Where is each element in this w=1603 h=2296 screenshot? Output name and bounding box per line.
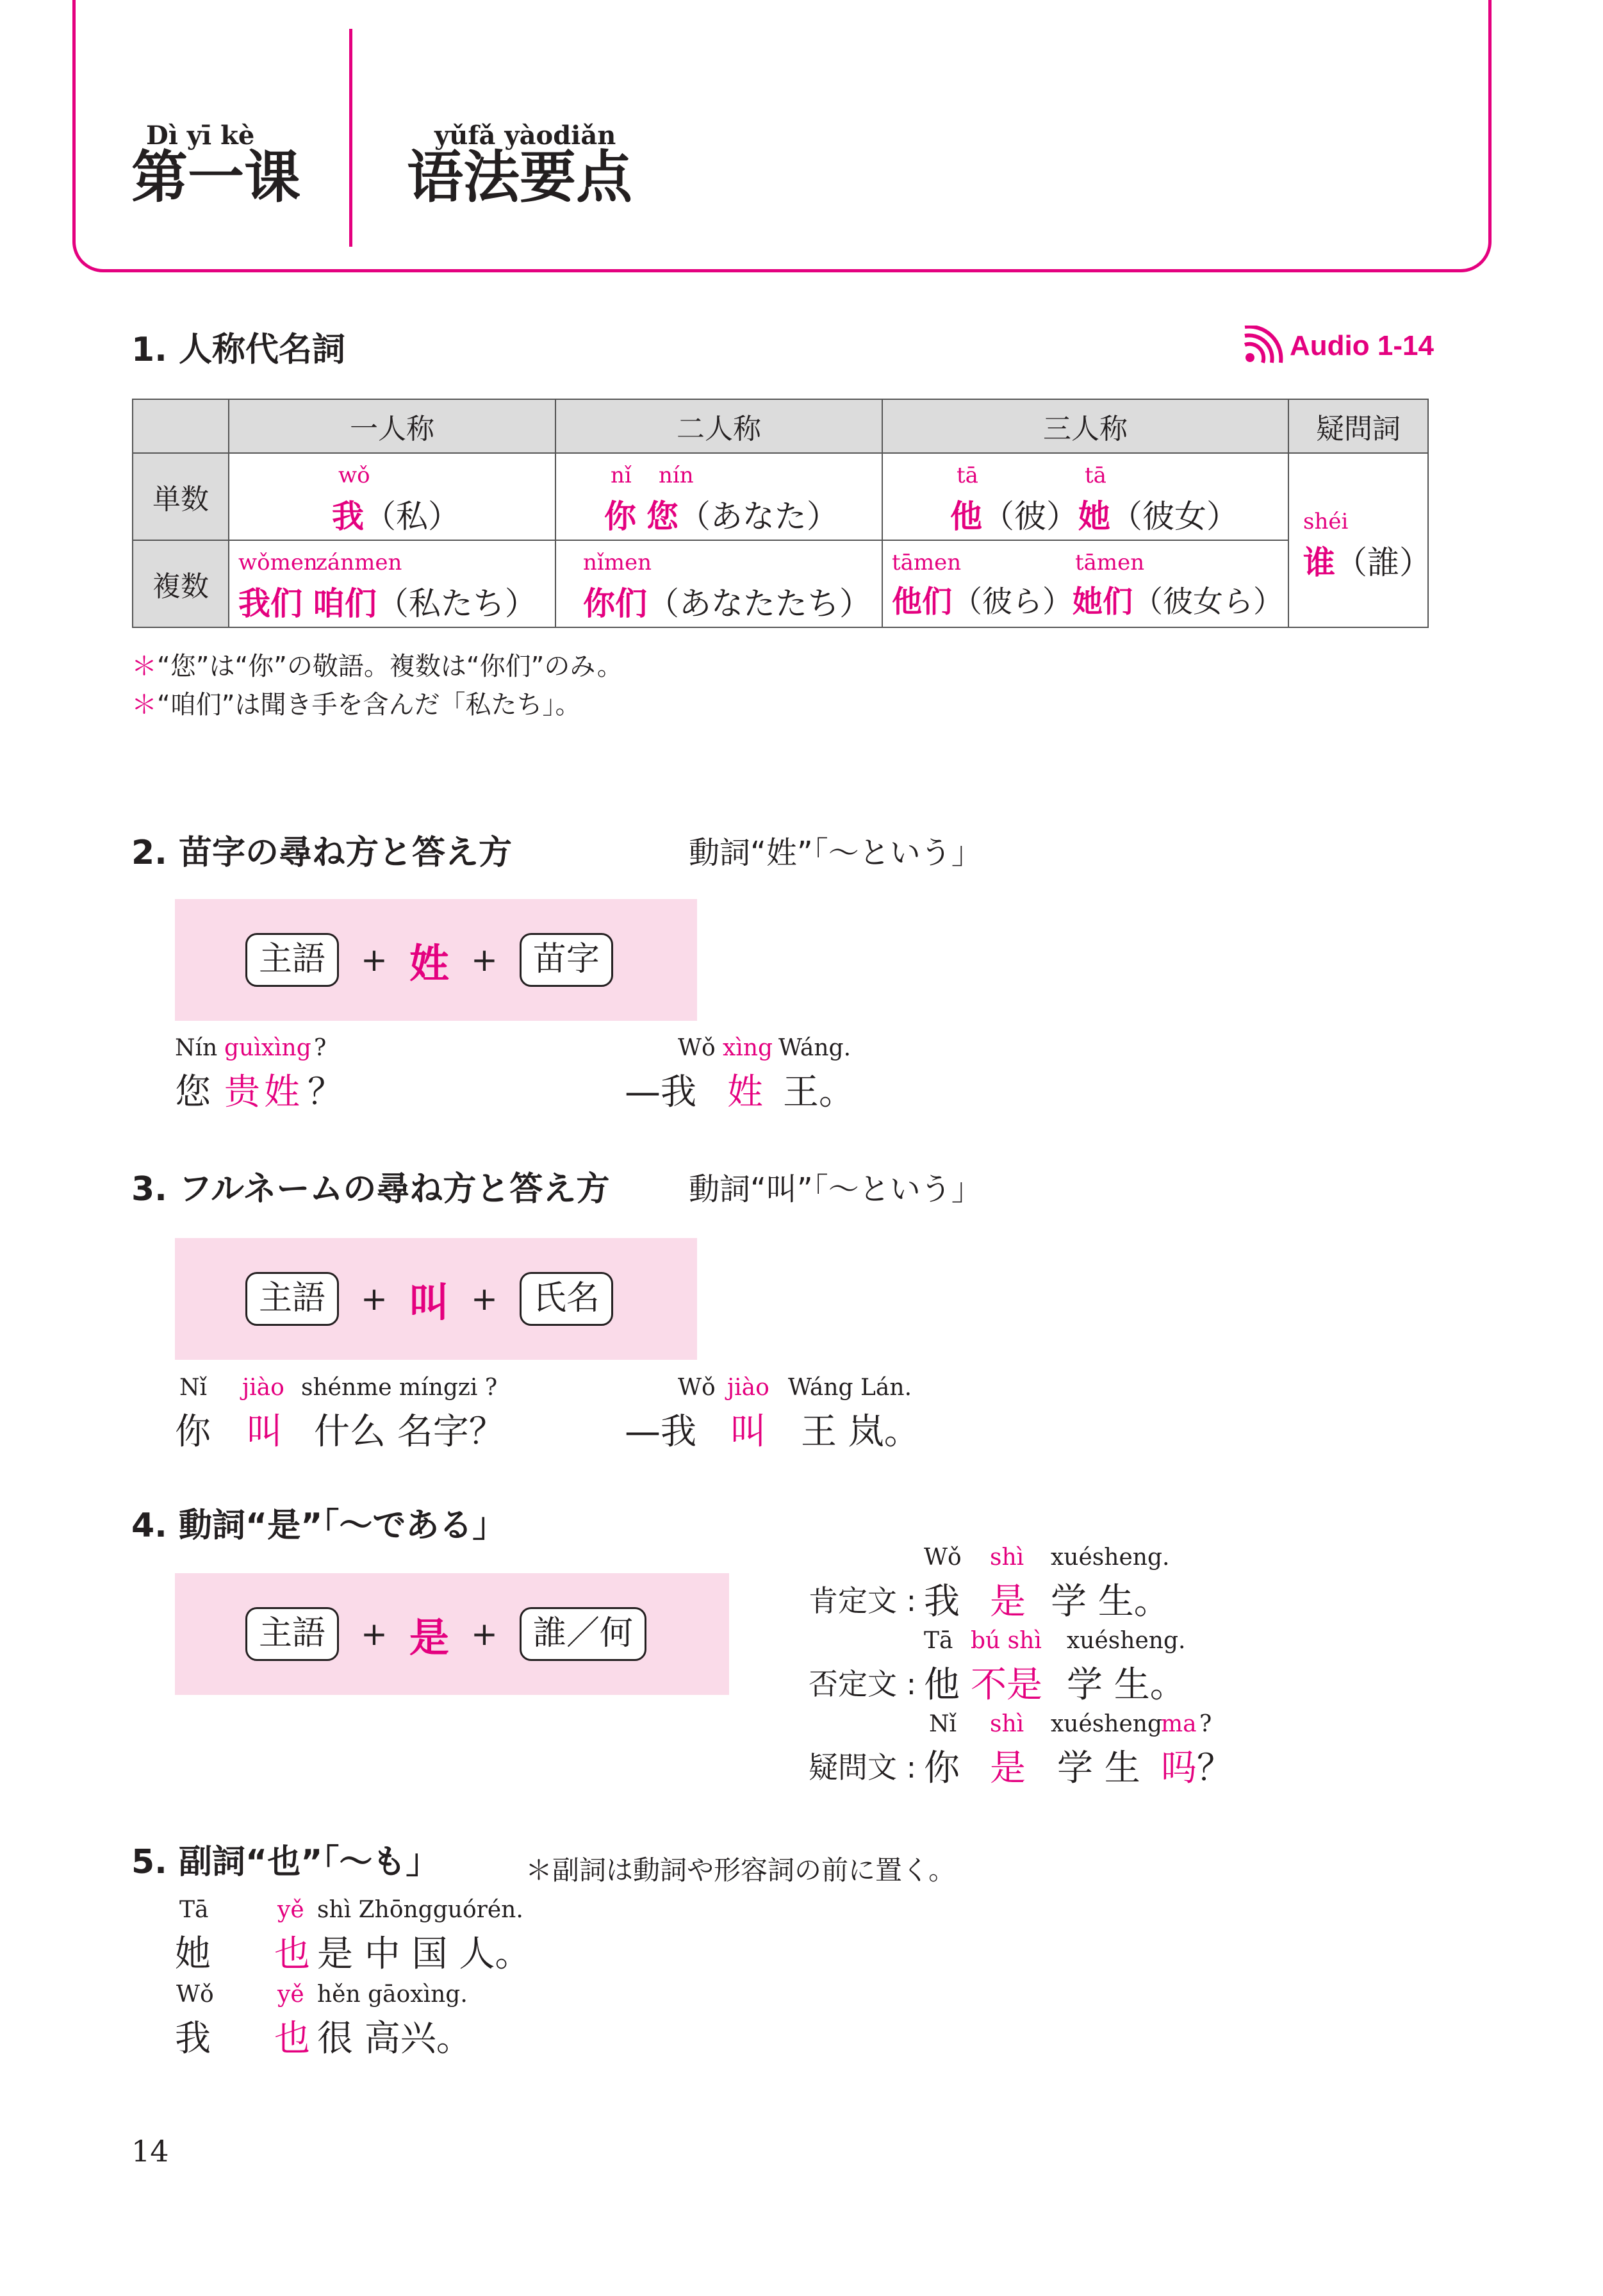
example-hanzi: 贵姓: [224, 1071, 304, 1113]
header-frame: [72, 0, 1492, 272]
plus-sign: +: [361, 1280, 388, 1317]
subject-chip: 主語: [245, 1272, 339, 1325]
note-2: [131, 684, 580, 721]
gloss: （誰）: [1335, 544, 1431, 581]
table-header-cell: 二人称: [555, 399, 882, 453]
hanzi: 他: [950, 498, 982, 535]
pinyin: nǐmen: [583, 550, 652, 575]
section-number: 4.: [131, 1507, 167, 1545]
example-pinyin: Wǒ: [678, 1375, 716, 1401]
section-number: 1.: [131, 331, 167, 369]
example-pinyin: shì Zhōngguórén.: [317, 1897, 523, 1923]
hanzi: 她们: [1073, 584, 1133, 620]
section-4-title: [131, 1507, 506, 1545]
example-pinyin: jiào: [727, 1375, 769, 1401]
interrogative-cell: [1288, 453, 1431, 627]
row-label: 複数: [133, 540, 229, 627]
example-hanzi: 不是: [971, 1664, 1042, 1706]
hanzi: 谁: [1303, 544, 1335, 581]
lesson-title: 第一课: [131, 144, 301, 210]
pinyin: wǒ: [338, 463, 370, 488]
example-pinyin: yě: [277, 1981, 304, 2008]
subject-chip: 主語: [245, 933, 339, 986]
hanzi: 我: [332, 498, 364, 535]
example-pinyin: ?: [314, 1035, 327, 1061]
example-pinyin: Nín: [175, 1035, 218, 1061]
example-hanzi: 姓: [727, 1071, 763, 1113]
hanzi: 咱们: [312, 585, 377, 622]
example-hanzi: 学 生。: [1051, 1581, 1170, 1623]
gloss: （あなたたち）: [647, 585, 871, 622]
gloss: （彼女ら）: [1133, 584, 1283, 620]
example-hanzi: 王。: [783, 1071, 855, 1113]
lesson-pinyin: Dì yī kè: [146, 120, 255, 151]
page-number: 14: [131, 2134, 169, 2168]
hanzi: 他们: [892, 584, 952, 620]
example-pinyin: xuésheng: [1051, 1711, 1162, 1737]
example-pinyin: shénme míngzi ?: [301, 1375, 498, 1401]
example-hanzi: —我: [625, 1071, 696, 1113]
verb: 姓: [409, 939, 449, 987]
example-pinyin: Tā: [179, 1897, 209, 1923]
note-text: ＊副詞は動詞や形容詞の前に置く。: [525, 1854, 956, 1886]
topic-title: 语法要点: [407, 144, 633, 210]
hanzi-line: [583, 578, 871, 624]
example-hanzi: 学 生: [1057, 1747, 1140, 1789]
object-chip: 氏名: [520, 1272, 613, 1325]
audio-label: Audio 1-14: [1290, 330, 1434, 361]
pattern-box: [175, 1238, 697, 1360]
table-cell: [229, 453, 555, 540]
table-cell: [555, 540, 882, 627]
section-number: 3.: [131, 1170, 167, 1209]
example-hanzi: 你: [175, 1411, 211, 1453]
section-number: 2.: [131, 834, 167, 872]
subject-chip: 主語: [245, 1607, 339, 1660]
example-pinyin: ?: [1199, 1711, 1212, 1737]
pinyin: tāmen: [892, 550, 962, 575]
section-1-title: [131, 333, 345, 367]
pinyin: tā: [957, 463, 978, 488]
example-pinyin: Wǒ: [176, 1981, 214, 2008]
plus-sign: +: [470, 1615, 498, 1653]
example-hanzi: 她: [175, 1933, 211, 1975]
hanzi-line: [238, 578, 537, 624]
hanzi: 她: [1078, 498, 1110, 535]
hanzi-line: [604, 491, 839, 537]
pinyin: tā: [1085, 463, 1106, 488]
pinyin: wǒmen: [238, 550, 318, 575]
section-5-title: [131, 1843, 440, 1881]
example-hanzi: ？: [308, 1071, 343, 1113]
pattern-box: [175, 1573, 729, 1695]
example-hanzi: 也: [274, 2018, 310, 2060]
example-pinyin: xìng: [723, 1035, 773, 1061]
hanzi-line: [332, 491, 460, 537]
example-pinyin: guìxìng: [224, 1035, 311, 1061]
row-label: 単数: [133, 453, 229, 540]
example-hanzi: 很 高兴。: [317, 2018, 472, 2060]
plus-sign: +: [470, 941, 498, 979]
example-hanzi: 也: [274, 1933, 310, 1975]
plus-sign: +: [470, 1280, 498, 1317]
pattern-box: [175, 899, 697, 1021]
example-pinyin: xuésheng.: [1067, 1628, 1186, 1654]
table-header-cell: 三人称: [882, 399, 1288, 453]
hanzi-line: [1303, 537, 1431, 583]
note-1: [131, 646, 623, 682]
gloss: （彼女）: [1110, 498, 1238, 535]
example-pinyin: hěn gāoxìng.: [317, 1981, 468, 2008]
gloss: （彼ら）: [952, 584, 1073, 620]
pronoun-table: [132, 399, 1429, 628]
example-hanzi: 我: [924, 1581, 960, 1623]
example-hanzi: 我: [175, 2018, 211, 2060]
hanzi: 你: [604, 498, 636, 535]
section-5-note: [525, 1849, 955, 1888]
section-heading: 副詞“也”「〜も」: [179, 1843, 440, 1881]
example-pinyin: Nǐ: [929, 1711, 957, 1737]
plus-sign: +: [361, 941, 388, 979]
example-hanzi: 是: [990, 1581, 1026, 1623]
note-text: “您”は“你”の敬語。複数は“你们”のみ。: [157, 652, 623, 681]
example-hanzi: —我: [625, 1411, 696, 1453]
table-corner: [133, 399, 229, 453]
asterisk: ＊: [131, 652, 157, 681]
gloss: （彼）: [982, 498, 1078, 535]
hanzi-line: [892, 578, 1283, 621]
example-hanzi: 他: [924, 1664, 960, 1706]
table-cell: [882, 540, 1288, 627]
example-hanzi: 学 生。: [1067, 1664, 1186, 1706]
table-header-cell: 疑問詞: [1288, 399, 1428, 453]
example-hanzi: 什么 名字？: [314, 1411, 505, 1453]
hanzi: 您: [646, 498, 678, 535]
example-pinyin: yě: [277, 1897, 304, 1923]
example-pinyin: ma: [1161, 1711, 1197, 1737]
section-3-title: [131, 1170, 610, 1209]
audio-badge[interactable]: [1240, 324, 1434, 368]
asterisk: ＊: [131, 690, 157, 720]
example-pinyin: shì: [990, 1711, 1024, 1737]
section-2-title: [131, 836, 512, 870]
pinyin: tāmen: [1075, 550, 1145, 575]
table-header-row: [133, 399, 1428, 453]
example-pinyin: Wǒ: [924, 1544, 962, 1571]
example-hanzi: 叫: [247, 1411, 283, 1453]
example-pinyin: xuésheng.: [1051, 1544, 1170, 1571]
pinyin: nǐ: [611, 463, 632, 488]
topic-pinyin: yǔfǎ yàodiǎn: [434, 120, 616, 151]
sentence-type-label: 否定文 :: [809, 1667, 917, 1701]
gloss: （私）: [364, 498, 460, 535]
example-hanzi: 王 岚。: [801, 1411, 920, 1453]
section-2-subtitle: 動詞“姓”「〜という」: [689, 835, 982, 871]
hanzi: 你们: [583, 585, 647, 622]
verb: 是: [409, 1614, 449, 1661]
section-heading: 動詞“是”「〜である」: [179, 1507, 506, 1545]
example-hanzi: 叫: [730, 1411, 766, 1453]
section-heading: 苗字の尋ね方と答え方: [179, 834, 513, 872]
example-hanzi: 你: [924, 1747, 960, 1789]
header-divider: [349, 29, 352, 247]
sentence-type-label: 肯定文 :: [809, 1583, 917, 1618]
plus-sign: +: [361, 1615, 388, 1653]
note-text: “咱们”は聞き手を含んだ「私たち」。: [157, 690, 581, 720]
table-cell: [229, 540, 555, 627]
table-header-cell: 一人称: [229, 399, 555, 453]
table-row: [133, 453, 1428, 540]
example-pinyin: Wáng Lán.: [788, 1375, 912, 1401]
example-pinyin: shì: [990, 1544, 1024, 1571]
sentence-type-label: 疑問文 :: [809, 1750, 917, 1785]
section-heading: フルネームの尋ね方と答え方: [179, 1170, 610, 1209]
table-row: [133, 540, 1428, 627]
example-pinyin: Wáng.: [778, 1035, 851, 1061]
example-hanzi: 吗: [1161, 1747, 1197, 1789]
gloss: （あなた）: [678, 498, 839, 535]
section-3-subtitle: 動詞“叫”「〜という」: [689, 1171, 982, 1207]
object-chip: 苗字: [520, 933, 613, 986]
example-hanzi: ？: [1197, 1747, 1233, 1789]
table-cell: [555, 453, 882, 540]
gloss: （私たち）: [376, 585, 537, 622]
pinyin: zánmen: [316, 550, 402, 575]
section-number: 5.: [131, 1843, 167, 1881]
example-pinyin: bú shì: [971, 1628, 1042, 1654]
pinyin: shéi: [1303, 509, 1349, 534]
section-heading: 人称代名詞: [179, 331, 346, 369]
hanzi-line: [950, 491, 1238, 537]
hanzi: 我们: [238, 585, 302, 622]
pinyin: nín: [659, 463, 694, 488]
example-pinyin: Tā: [924, 1628, 953, 1654]
audio-waves-icon: [1240, 326, 1286, 367]
example-hanzi: 您: [175, 1071, 211, 1113]
example-hanzi: 是: [990, 1747, 1026, 1789]
example-hanzi: 是 中 国 人。: [317, 1933, 531, 1975]
example-pinyin: Nǐ: [179, 1375, 208, 1401]
example-pinyin: Wǒ: [678, 1035, 716, 1061]
object-chip: 誰／何: [520, 1607, 646, 1660]
example-pinyin: jiào: [242, 1375, 284, 1401]
table-cell: [882, 453, 1288, 540]
verb: 叫: [409, 1278, 449, 1326]
